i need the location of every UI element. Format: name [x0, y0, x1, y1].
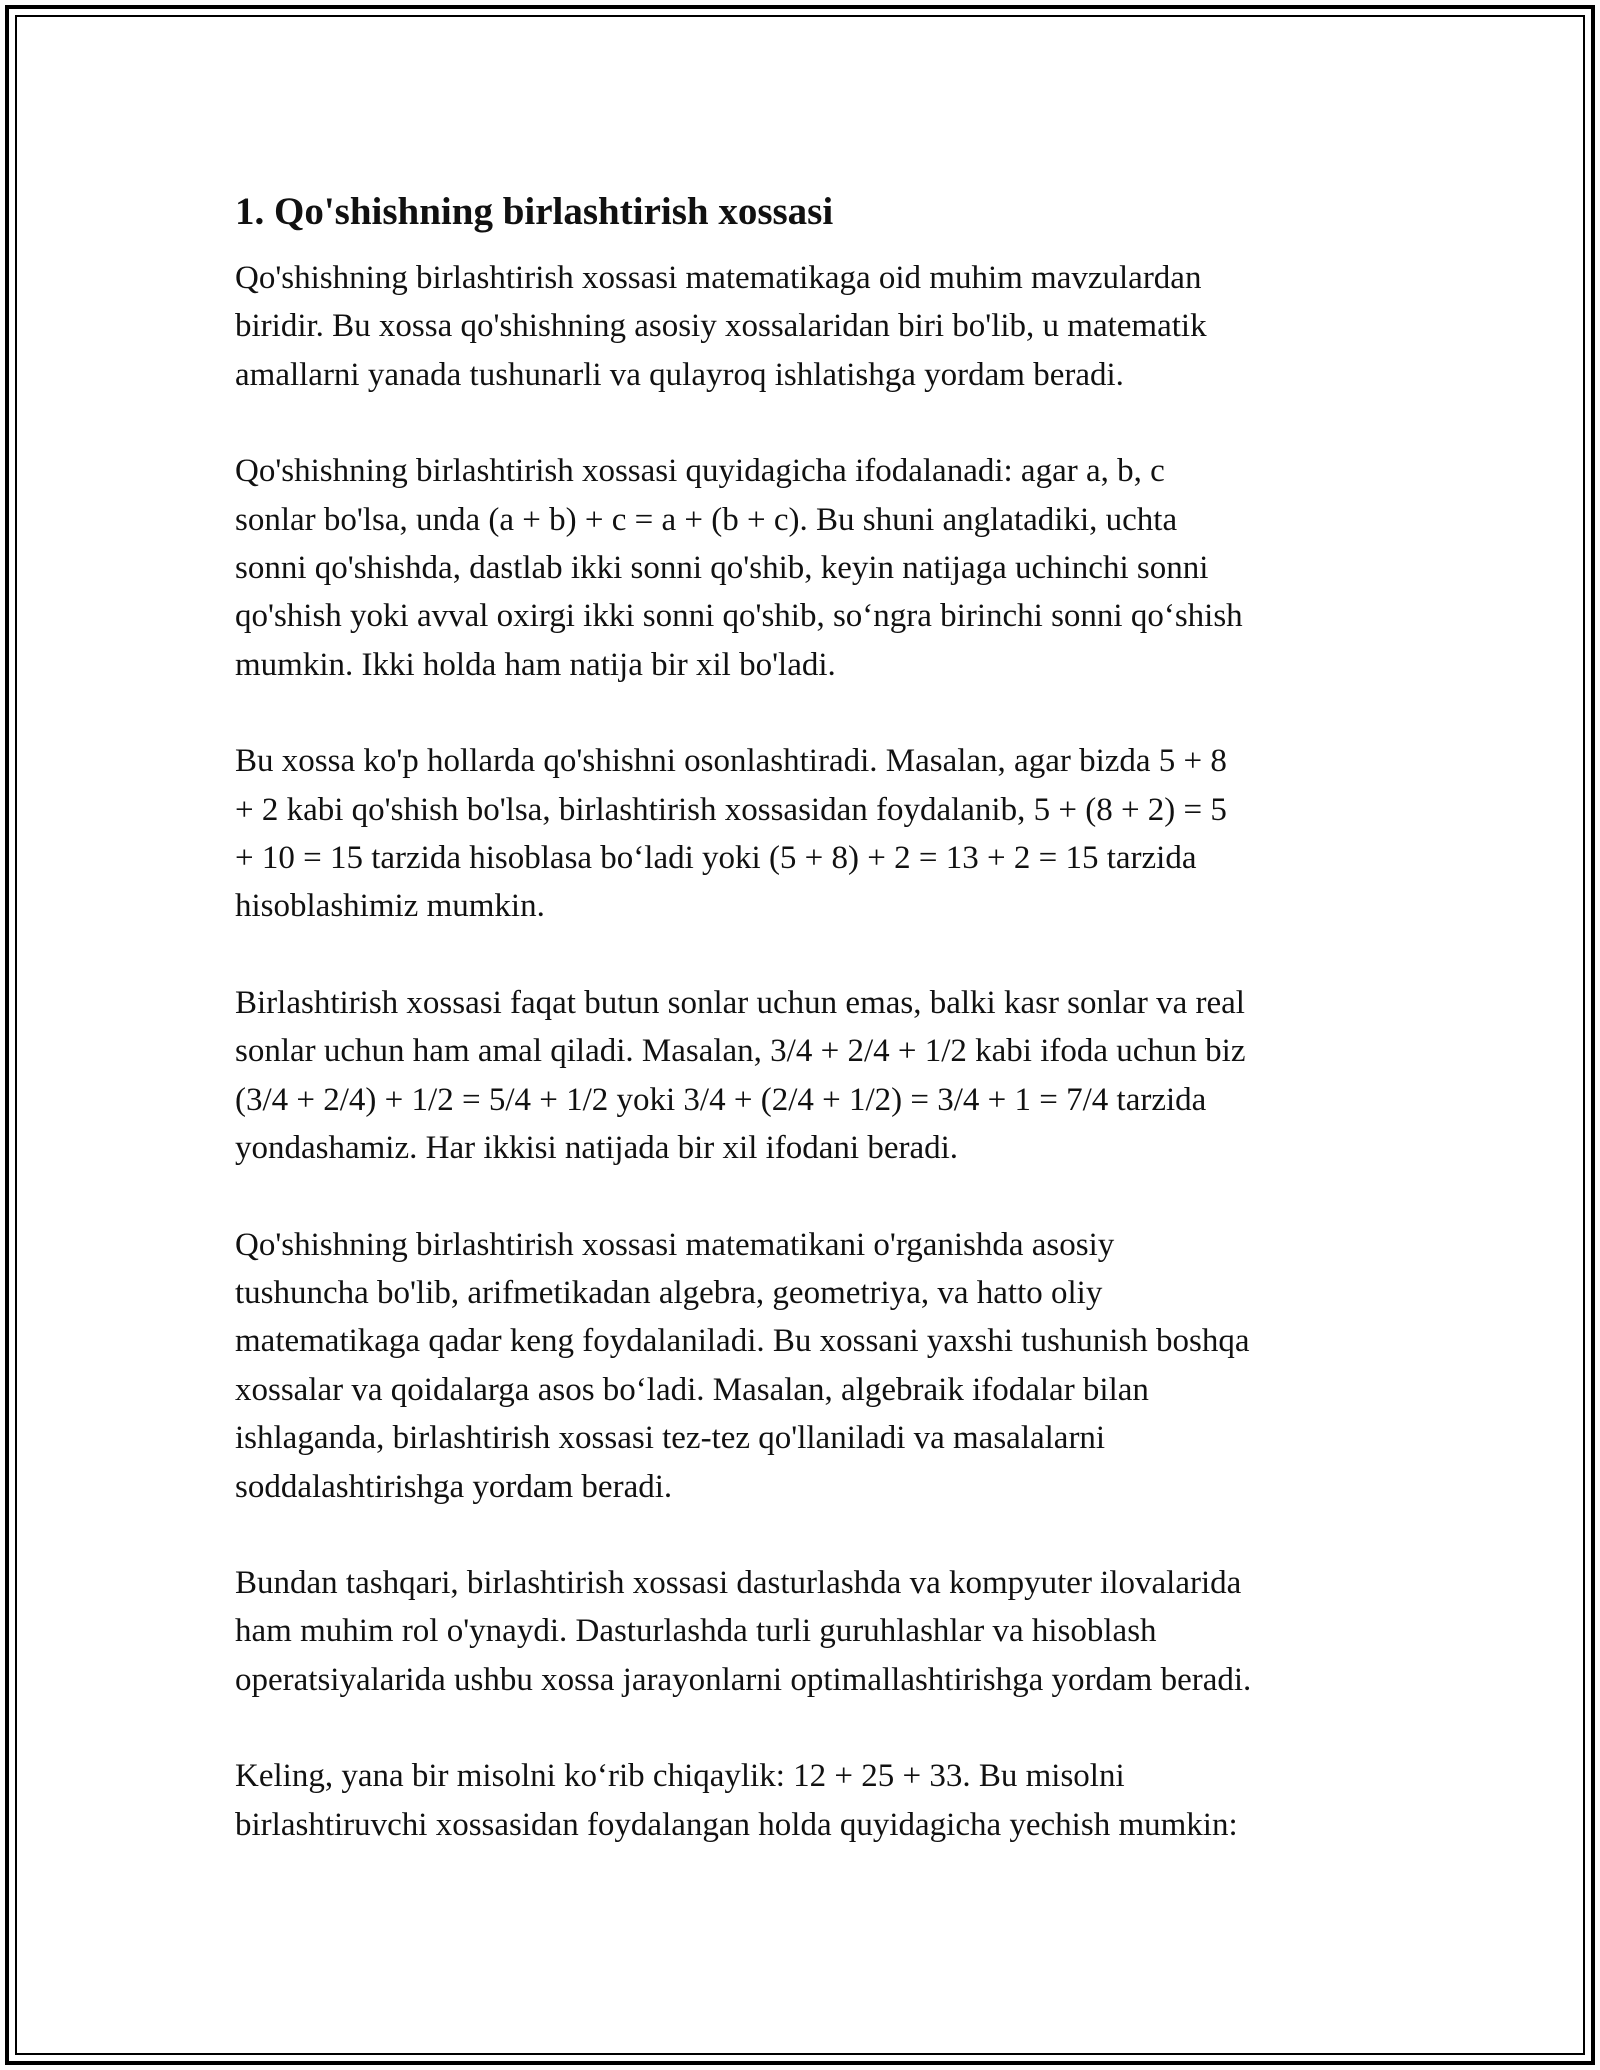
text-line: amallarni yanada tushunarli va qulayroq ishlatishga yordam beradi.	[235, 356, 1124, 393]
section-heading: 1. Qo'shishning birlashtirish xossasi	[235, 190, 834, 233]
document-body	[235, 186, 1375, 1897]
text-line: Keling, yana bir misolni ko‘rib chiqaylik: 12 + 25 + 33. Bu misolni	[235, 1758, 1125, 1795]
text-line: sonlar bo'lsa, unda (a + b) + c = a + (b + c). Bu shuni anglatadiki, uchta	[235, 501, 1178, 538]
paragraph-another-example	[235, 1752, 1375, 1849]
text-line: Qo'shishning birlashtirish xossasi quyidagicha ifodalanadi: agar a, b, c	[235, 453, 1165, 490]
text-line: Qo'shishning birlashtirish xossasi matematikaga oid muhim mavzulardan	[235, 260, 1202, 296]
text-line: Birlashtirish xossasi faqat butun sonlar uchun emas, balki kasr sonlar va real	[235, 984, 1245, 1021]
paragraph-definition	[235, 447, 1375, 689]
text-line: operatsiyalarida ushbu xossa jarayonlarni optimallashtirishga yordam beradi.	[235, 1661, 1252, 1698]
text-line: hisoblashimiz mumkin.	[235, 888, 545, 925]
paragraph-programming	[235, 1559, 1375, 1704]
text-line: + 10 = 15 tarzida hisoblasa bo‘ladi yoki (5 + 8) + 2 = 13 + 2 = 15 tarzida	[235, 840, 1197, 877]
text-line: qo'shish yoki avval oxirgi ikki sonni qo'shib, so‘ngra birinchi sonni qo‘shish	[235, 598, 1243, 635]
text-line: yondashamiz. Har ikkisi natijada bir xil ifodani beradi.	[235, 1130, 959, 1167]
paragraph-importance	[235, 1221, 1375, 1511]
text-line: tushuncha bo'lib, arifmetikadan algebra, geometriya, va hatto oliy	[235, 1274, 1103, 1311]
text-line: matematikaga qadar keng foydalaniladi. Bu xossani yaxshi tushunish boshqa	[235, 1323, 1250, 1360]
paragraph-example-fractions	[235, 979, 1375, 1173]
text-line: xossalar va qoidalarga asos bo‘ladi. Masalan, algebraik ifodalar bilan	[235, 1371, 1149, 1408]
text-line: Qo'shishning birlashtirish xossasi matematikani o'rganishda asosiy	[235, 1226, 1115, 1263]
text-line: soddalashtirishga yordam beradi.	[235, 1468, 673, 1505]
text-line: + 2 kabi qo'shish bo'lsa, birlashtirish xossasidan foydalanib, 5 + (8 + 2) = 5	[235, 791, 1227, 828]
text-line: sonlar uchun ham amal qiladi. Masalan, 3/4 + 2/4 + 1/2 kabi ifoda uchun biz	[235, 1033, 1246, 1070]
paragraph-example-integers	[235, 737, 1375, 931]
text-line: mumkin. Ikki holda ham natija bir xil bo'ladi.	[235, 646, 836, 683]
text-line: ham muhim rol o'ynaydi. Dasturlashda turli guruhlashlar va hisoblash	[235, 1613, 1157, 1650]
text-line: sonni qo'shishda, dastlab ikki sonni qo'shib, keyin natijaga uchinchi sonni	[235, 550, 1209, 587]
text-line: Bundan tashqari, birlashtirish xossasi dasturlashda va kompyuter ilovalarida	[235, 1564, 1242, 1601]
text-line: Bu xossa ko'p hollarda qo'shishni osonlashtiradi. Masalan, agar bizda 5 + 8	[235, 743, 1227, 780]
text-line: (3/4 + 2/4) + 1/2 = 5/4 + 1/2 yoki 3/4 + (2/4 + 1/2) = 3/4 + 1 = 7/4 tarzida	[235, 1081, 1207, 1118]
paragraph-intro	[235, 254, 1375, 399]
text-line: biridir. Bu xossa qo'shishning asosiy xossalaridan biri bo'lib, u matematik	[235, 308, 1207, 345]
text-line: ishlaganda, birlashtirish xossasi tez-tez qo'llaniladi va masalalarni	[235, 1420, 1106, 1457]
text-line: birlashtiruvchi xossasidan foydalangan holda quyidagicha yechish mumkin:	[235, 1806, 1238, 1843]
